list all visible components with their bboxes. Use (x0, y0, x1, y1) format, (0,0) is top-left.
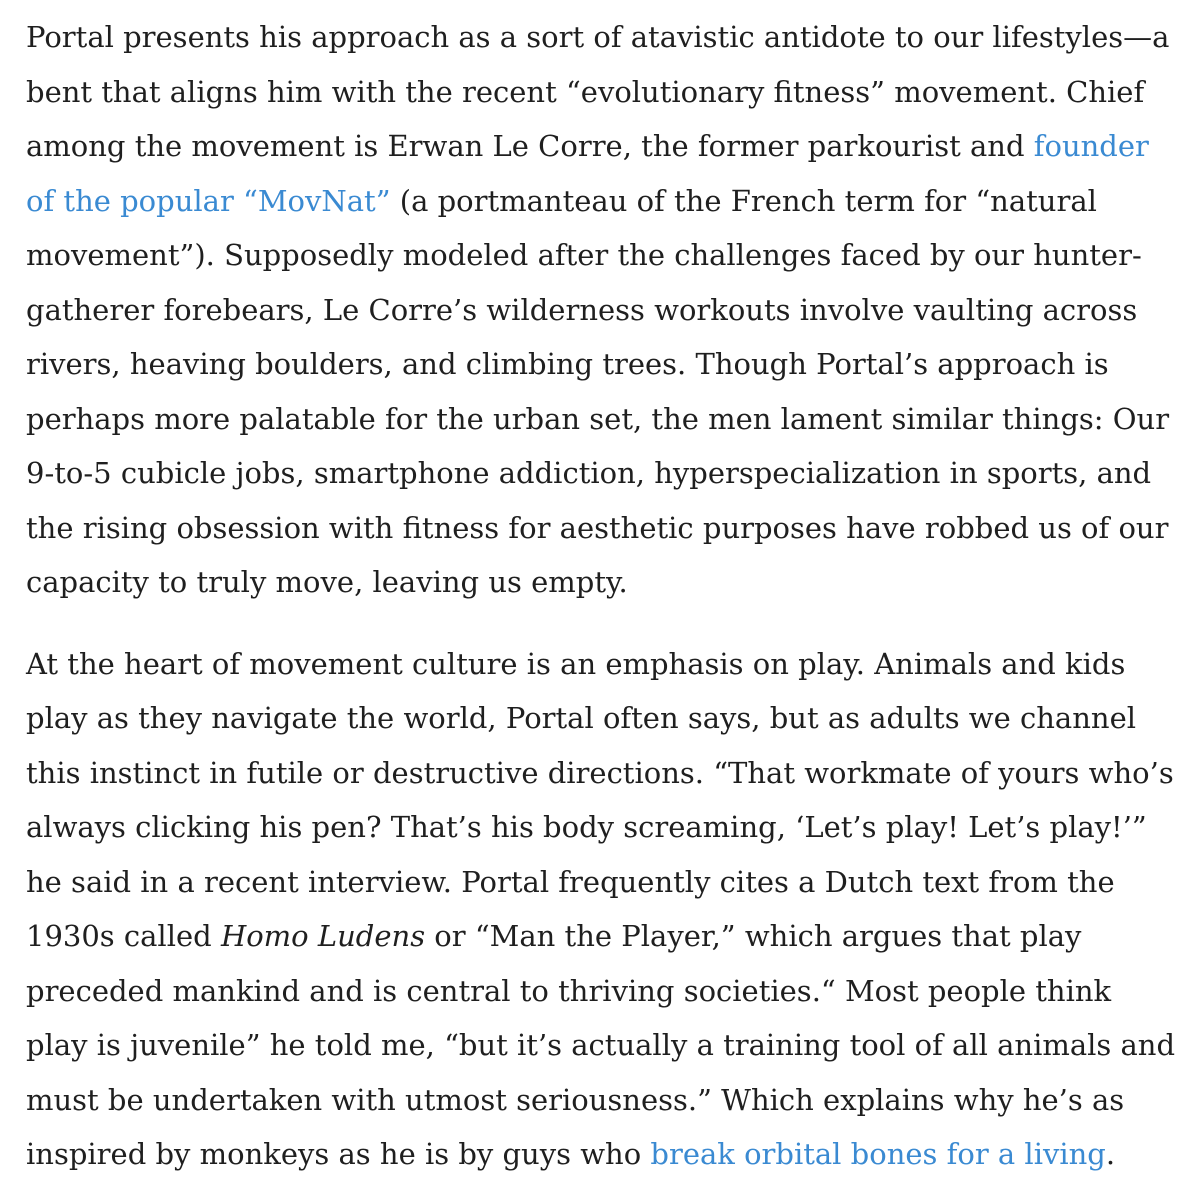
paragraph-1-text-start: Portal presents his approach as a sort of atavistic antidote to our lifestyles—a bent that aligns him with the recent “evolutionary fitness” movement. Chief among the movement is Erwan Le Corre, the former parkourist and (26, 20, 1170, 163)
article-body (26, 10, 1176, 1182)
paragraph-2-text-middle: or “Man the Player,” which argues that play preceded mankind and is central to thriving societies.“ Most people think play is juvenile” he told me, “but it’s actually a training tool of all animals and must be undertaken with utmost seriousness.” Which explains why he’s as inspired by monkeys as he is by guys who (26, 919, 1176, 1171)
paragraph-2 (26, 637, 1176, 1182)
paragraph-1 (26, 10, 1176, 610)
paragraph-2-text-start: At the heart of movement culture is an emphasis on play. Animals and kids play as they navigate the world, Portal often says, but as adults we channel this instinct in futile or destructive directions. “That workmate of yours who’s always clicking his pen? That’s his body screaming, ‘Let’s play! Let’s play!’” he said in a recent interview. Portal frequently cites a Dutch text from the 1930s called (26, 646, 1174, 953)
paragraph-2-text-end: . (1105, 1137, 1116, 1171)
book-title: Homo Ludens (220, 919, 426, 953)
movnat-link[interactable]: founder of the popular “MovNat” (26, 129, 1149, 218)
paragraph-1-text-end: (a portmanteau of the French term for “natural movement”). Supposedly modeled after the challenges faced by our hunter-gatherer forebears, Le Corre’s wilderness workouts involve vaulting across rivers, heaving boulders, and climbing trees. Though Portal’s approach is perhaps more palatable for the urban set, the men lament similar things: Our 9-to-5 cubicle jobs, smartphone addiction, hyperspecialization in sports, and the rising obsession with fitness for aesthetic purposes have robbed us of our capacity to truly move, leaving us empty. (26, 183, 1170, 599)
orbital-bones-link[interactable]: break orbital bones for a living (650, 1137, 1106, 1171)
